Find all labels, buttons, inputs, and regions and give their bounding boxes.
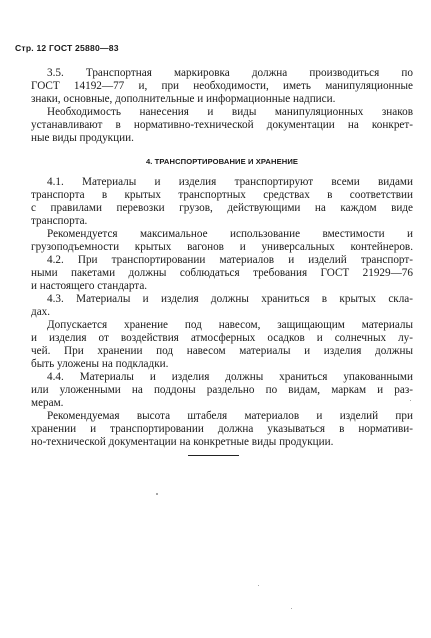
paragraph-4-2 bbox=[31, 254, 413, 293]
text-line: устанавливают в нормативно-технической документации на конкрет- bbox=[31, 119, 413, 131]
text-line: хранении и транспортировании должна указываться в нормативи- bbox=[31, 423, 413, 435]
text-line: Рекомендуемая высота штабеля материалов и изделий при bbox=[47, 410, 413, 422]
text-line: Рекомендуется максимальное использование вместимости и bbox=[47, 228, 413, 240]
text-line: Необходимость нанесения и виды манипуляционных знаков bbox=[47, 106, 413, 118]
text-line: ГОСТ 14192—77 и, при необходимости, иметь манипуляционные bbox=[31, 80, 413, 92]
text-line: знаки, основные, дополнительные и информационные надписи. bbox=[31, 93, 336, 105]
text-line: грузоподъемности крытых вагонов и универсальных контейнеров. bbox=[31, 241, 413, 253]
scan-speck bbox=[291, 608, 292, 609]
text-line: но-технической документации на конкретные виды продукции. bbox=[31, 436, 334, 448]
text-line: 4.1. Материалы и изделия транспортируют всеми видами bbox=[47, 176, 413, 188]
paragraph-4-4 bbox=[31, 371, 413, 449]
section-heading: 4. ТРАНСПОРТИРОВАНИЕ И ХРАНЕНИЕ bbox=[145, 157, 299, 166]
scan-speck bbox=[156, 493, 158, 495]
text-line: или уложенными на поддоны раздельно по видам, маркам и раз- bbox=[31, 384, 413, 396]
text-line: с правилами перевозки грузов, действующими на каждом виде bbox=[31, 202, 413, 214]
scan-speck bbox=[258, 585, 259, 586]
text-line: 3.5. Транспортная маркировка должна производиться по bbox=[47, 67, 413, 79]
text-line: 4.2. При транспортировании материалов и изделий транспорт- bbox=[47, 254, 413, 266]
text-line: и изделия от воздействия атмосферных осадков и солнечных лу- bbox=[31, 332, 413, 344]
text-line: ными пакетами должны соблюдаться требования ГОСТ 21929—76 bbox=[31, 267, 413, 279]
paragraph-4-1 bbox=[31, 176, 413, 254]
paragraph-4-3 bbox=[31, 293, 413, 371]
text-line: Допускается хранение под навесом, защищающим материалы bbox=[47, 319, 413, 331]
text-line: мерам. bbox=[31, 397, 64, 409]
text-line: чей. При хранении под навесом материалы и изделия должны bbox=[31, 345, 413, 357]
text-line: транспорта. bbox=[31, 215, 88, 227]
text-line: и настоящего стандарта. bbox=[31, 280, 148, 292]
scan-speck bbox=[410, 400, 411, 401]
paragraph-3-5 bbox=[31, 67, 413, 145]
text-line: транспорта в крытых транспортных средствах в соответствии bbox=[31, 189, 413, 201]
text-line: 4.4. Материалы и изделия должны храниться упакованными bbox=[47, 371, 413, 383]
end-rule bbox=[188, 455, 239, 456]
page-header: Стр. 12 ГОСТ 25880—83 bbox=[15, 43, 119, 53]
text-line: дах. bbox=[31, 306, 51, 318]
text-line: ные виды продукции. bbox=[31, 132, 134, 144]
text-line: 4.3. Материалы и изделия должны храниться в крытых скла- bbox=[47, 293, 413, 305]
text-line: быть уложены на подкладки. bbox=[31, 358, 169, 370]
